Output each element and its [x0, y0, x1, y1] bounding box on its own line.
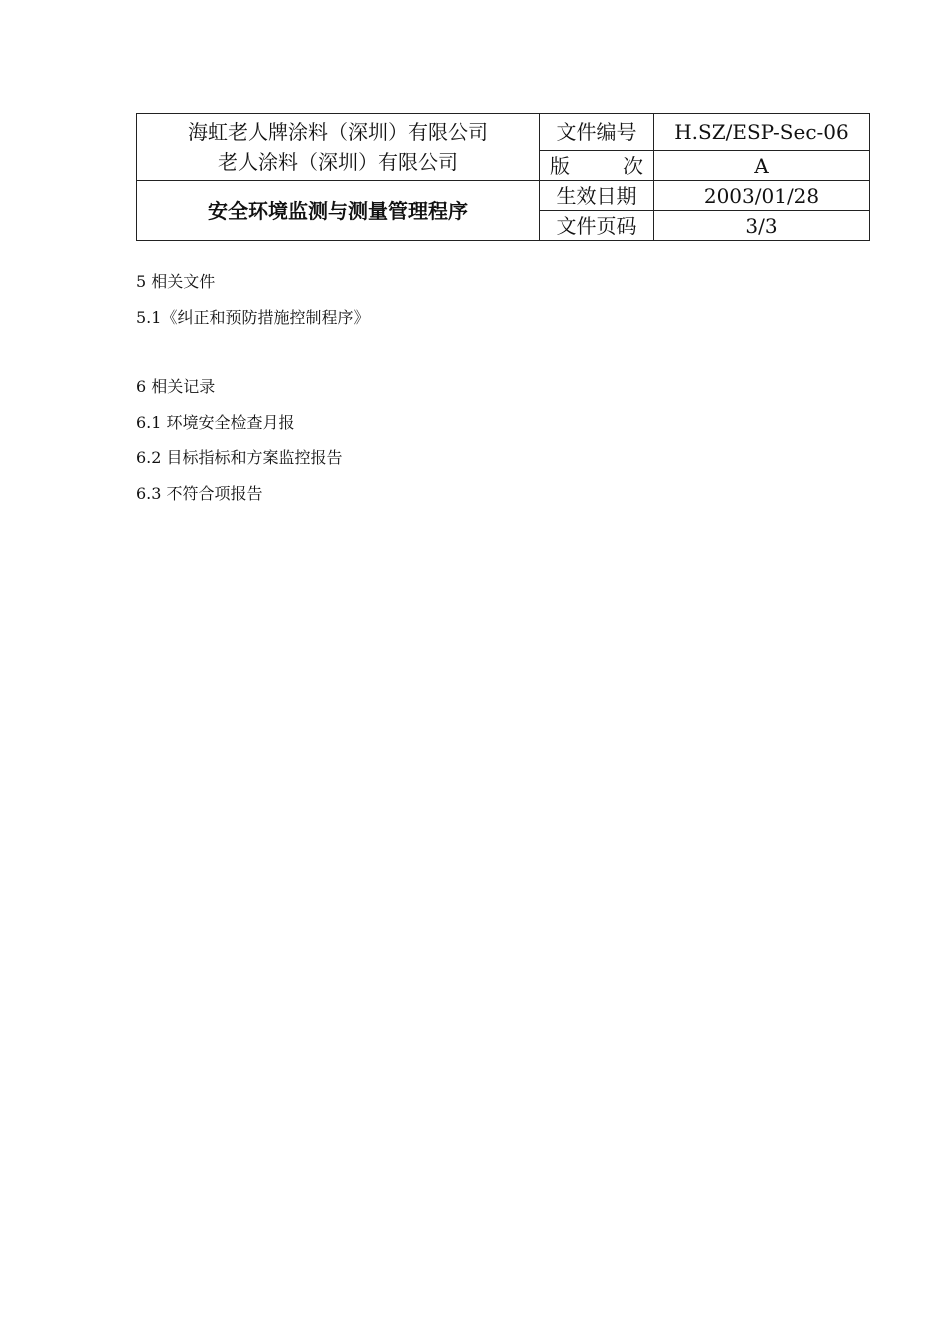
version-value: A: [654, 151, 870, 181]
company-name-line2: 老人涂料（深圳）有限公司: [218, 150, 458, 174]
section-6-item-2: 6.2 目标指标和方案监控报告: [136, 448, 343, 467]
version-label-left: 版: [550, 153, 570, 178]
doc-number-value: H.SZ/ESP-Sec-06: [654, 114, 870, 151]
section-5-heading: 5 相关文件: [136, 272, 216, 291]
page-number-label: 文件页码: [540, 211, 654, 241]
section-6-item-1: 6.1 环境安全检查月报: [136, 413, 295, 432]
doc-number-label: 文件编号: [540, 114, 654, 151]
page-number-value: 3/3: [654, 211, 870, 241]
effective-date-value: 2003/01/28: [654, 181, 870, 211]
section-6-heading: 6 相关记录: [136, 377, 216, 396]
document-header-table: [136, 113, 870, 241]
version-label-cell: [540, 151, 654, 181]
effective-date-label: 生效日期: [540, 181, 654, 211]
company-name-line1: 海虹老人牌涂料（深圳）有限公司: [188, 120, 488, 144]
section-6-item-3: 6.3 不符合项报告: [136, 484, 263, 503]
doc-title: 安全环境监测与测量管理程序: [137, 181, 540, 241]
company-name-cell: [137, 114, 540, 181]
version-label-right: 次: [623, 153, 643, 178]
section-5-item-1: 5.1《纠正和预防措施控制程序》: [136, 308, 370, 327]
